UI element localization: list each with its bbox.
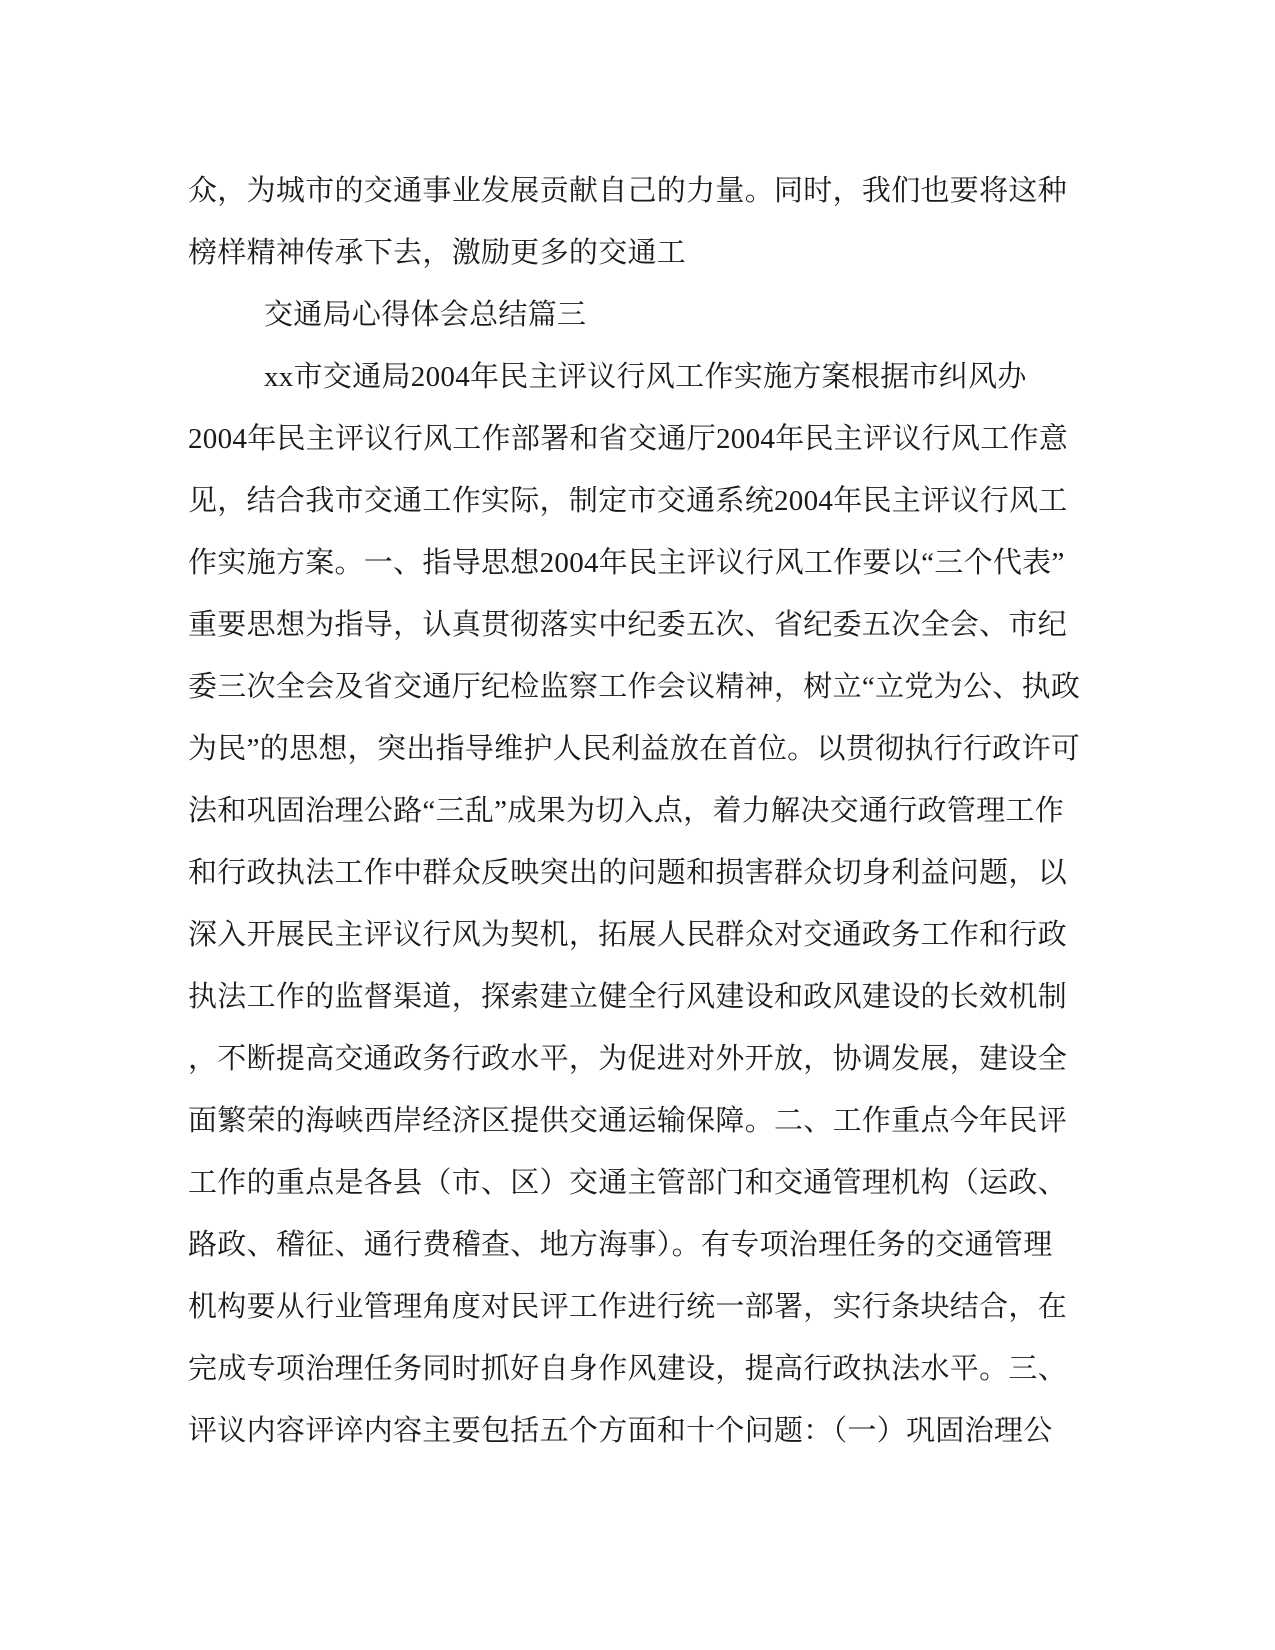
text-line-10: 为民”的思想，突出指导维护人民利益放在首位。以贯彻执行行政许可 [188, 733, 1081, 765]
text-line-19: 机构要从行业管理角度对民评工作进行统一部署，实行条块结合，在 [188, 1291, 1068, 1323]
text-line-1: 众，为城市的交通事业发展贡献自己的力量。同时，我们也要将这种 [188, 175, 1068, 207]
text-line-7: 作实施方案。一、指导思想2004年民主评议行风工作要以“三个代表” [188, 547, 1065, 579]
text-line-17: 工作的重点是各县（市、区）交通主管部门和交通管理机构（运政、 [188, 1167, 1068, 1199]
text-line-6: 见，结合我市交通工作实际，制定市交通系统2004年民主评议行风工 [188, 485, 1068, 517]
text-line-12: 和行政执法工作中群众反映突出的问题和损害群众切身利益问题，以 [188, 857, 1068, 889]
text-line-4: xx市交通局2004年民主评议行风工作实施方案根据市纠风办 [264, 361, 1027, 393]
section-heading: 交通局心得体会总结篇三 [264, 299, 587, 331]
text-line-15: ，不断提高交通政务行政水平，为促进对外开放，协调发展，建设全 [188, 1043, 1068, 1075]
text-line-14: 执法工作的监督渠道，探索建立健全行风建设和政风建设的长效机制 [188, 981, 1068, 1013]
text-line-18: 路政、稽征、通行费稽查、地方海事）。有专项治理任务的交通管理 [188, 1229, 1053, 1261]
text-line-8: 重要思想为指导，认真贯彻落实中纪委五次、省纪委五次全会、市纪 [188, 609, 1068, 641]
text-line-20: 完成专项治理任务同时抓好自身作风建设，提高行政执法水平。三、 [188, 1353, 1068, 1385]
text-line-11: 法和巩固治理公路“三乱”成果为切入点，着力解决交通行政管理工作 [188, 795, 1065, 827]
text-line-2: 榜样精神传承下去，激励更多的交通工 [188, 237, 687, 269]
text-line-16: 面繁荣的海峡西岸经济区提供交通运输保障。二、工作重点今年民评 [188, 1105, 1068, 1137]
document-text-block [188, 160, 1081, 1462]
text-line-5: 2004年民主评议行风工作部署和省交通厅2004年民主评议行风工作意 [188, 423, 1069, 455]
text-line-13: 深入开展民主评议行风为契机，拓展人民群众对交通政务工作和行政 [188, 919, 1068, 951]
text-line-9: 委三次全会及省交通厅纪检监察工作会议精神，树立“立党为公、执政 [188, 671, 1081, 703]
text-line-21: 评议内容评谇内容主要包括五个方面和十个问题：（一）巩固治理公 [188, 1415, 1053, 1447]
